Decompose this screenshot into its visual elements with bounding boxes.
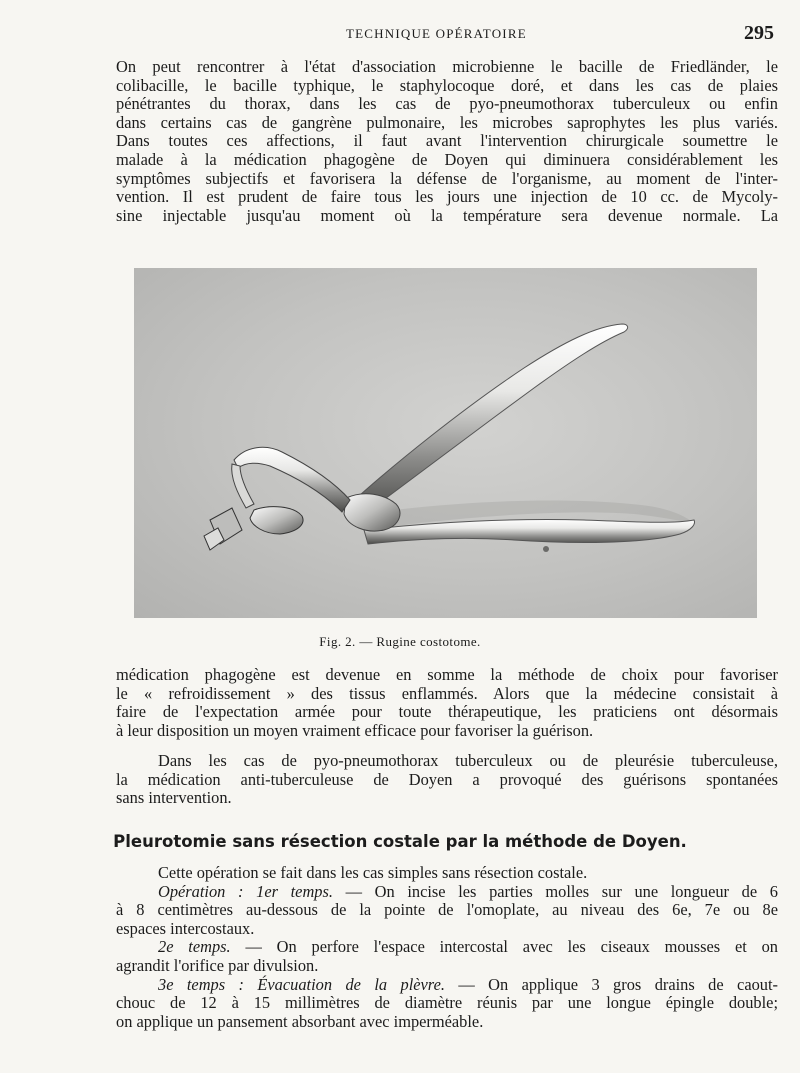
paragraph-microbes bbox=[116, 58, 778, 225]
figure-caption: Fig. 2. — Rugine costotome. bbox=[319, 634, 481, 649]
text-line: à leur disposition un moyen vraiment efficace pour favoriser la guérison. bbox=[116, 720, 594, 740]
text-line: le « refroidissement » des tissus enflammés. Alors que la médecine consistait à bbox=[116, 683, 778, 703]
figure-rugine-costotome-photo bbox=[134, 268, 757, 618]
text-line: agrandit l'orifice par divulsion. bbox=[116, 955, 319, 975]
text-line: vention. Il est prudent de faire tous les jours une injection de 10 cc. de Mycoly- bbox=[116, 187, 778, 207]
step-1-label: Opération : 1er temps. bbox=[158, 881, 333, 901]
step-2-line: 2e temps. — On perfore l'espace intercostal avec les ciseaux mousses et on bbox=[158, 937, 779, 957]
text-line: pénétrantes du thorax, dans les cas de pyo-pneumothorax tuberculeux ou enfin bbox=[116, 94, 778, 114]
text-line: malade à la médication phagogène de Doyen qui diminuera considérablement les bbox=[116, 149, 778, 169]
text-line: sine injectable jusqu'au moment où la température sera devenue normale. La bbox=[116, 205, 778, 225]
paragraph-medication bbox=[116, 666, 778, 740]
text-line: symptômes subjectifs et favorisera la défense de l'organisme, au moment de l'inter- bbox=[116, 168, 778, 188]
text-line: chouc de 12 à 15 millimètres de diamètre réunis par une longue épingle double; bbox=[116, 993, 778, 1013]
text-line: Dans toutes ces affections, il faut avant l'intervention chirurgicale soumettre le bbox=[116, 131, 778, 151]
text-line: On peut rencontrer à l'état d'association microbienne le bacille de Friedländer, le bbox=[116, 57, 778, 76]
surgical-instrument-illustration bbox=[134, 268, 757, 618]
page-number: 295 bbox=[744, 22, 774, 44]
text-line: la médication anti-tuberculeuse de Doyen a provoqué des guérisons spontanées bbox=[116, 769, 778, 789]
section-heading: Pleurotomie sans résection costale par la méthode de Doyen. bbox=[113, 832, 687, 851]
text-line: à 8 centimètres au-dessous de la pointe de l'omoplate, au niveau des 6e, 7e ou 8e bbox=[116, 900, 778, 920]
text-line: faire de l'expectation armée pour toute thérapeutique, les praticiens ont désormais bbox=[116, 702, 778, 722]
text-line: Dans les cas de pyo-pneumothorax tuberculeux ou de pleurésie tuberculeuse, bbox=[158, 751, 778, 770]
step-1-line: Opération : 1er temps. — On incise les parties molles sur une longueur de 6 bbox=[158, 881, 778, 901]
text-line: espaces intercostaux. bbox=[116, 918, 255, 938]
text-line: médication phagogène est devenue en somme la méthode de choix pour favoriser bbox=[116, 665, 778, 684]
text-line: colibacille, le bacille typhique, le staphylocoque doré, et dans les cas de plaies bbox=[116, 75, 778, 95]
step-2-label: 2e temps. bbox=[158, 937, 231, 957]
paragraph-pyo-pneumothorax bbox=[116, 752, 778, 808]
text-line: sans intervention. bbox=[116, 788, 232, 808]
step-3-label: 3e temps : Évacuation de la plèvre. bbox=[158, 974, 445, 994]
text-line: on applique un pansement absorbant avec imperméable. bbox=[116, 1011, 484, 1031]
step-3-line: 3e temps : Évacuation de la plèvre. — On applique 3 gros drains de caout- bbox=[158, 974, 778, 994]
running-title: TECHNIQUE OPÉRATOIRE bbox=[346, 26, 527, 41]
section-intro: Cette opération se fait dans les cas simples sans résection costale. bbox=[158, 863, 588, 882]
section-body bbox=[116, 864, 778, 1031]
text-line: dans certains cas de gangrène pulmonaire, les microbes saprophytes les plus variés. bbox=[116, 112, 778, 132]
